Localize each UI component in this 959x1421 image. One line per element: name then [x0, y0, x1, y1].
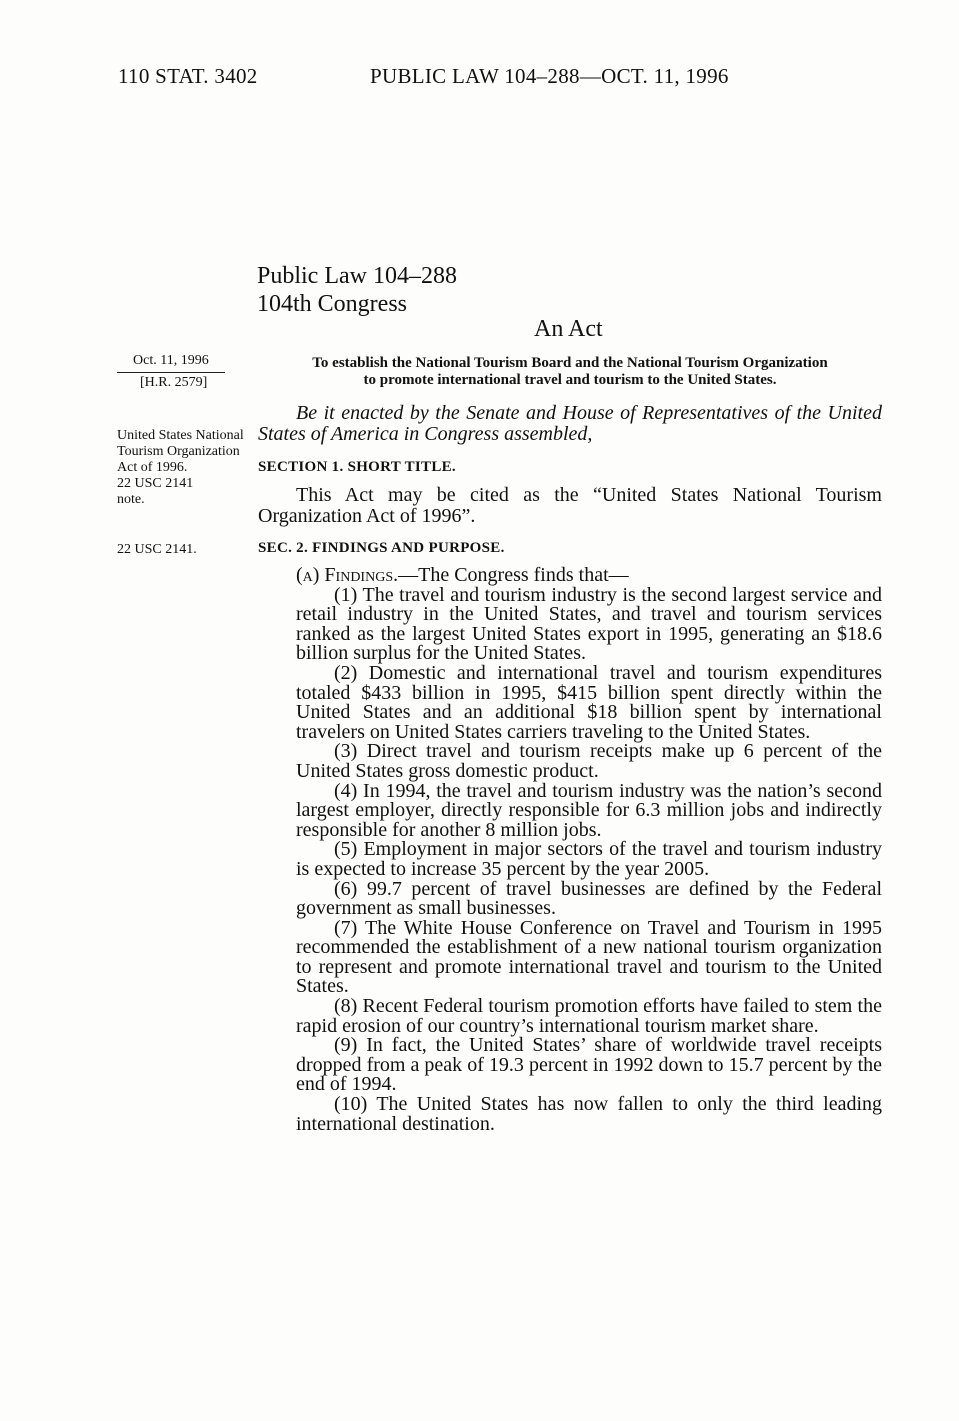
finding-item: (10) The United States has now fallen to only the third leading international destination.	[296, 1093, 882, 1135]
purpose-line-1: To establish the National Tourism Board and the National Tourism Organization	[312, 355, 828, 371]
law-and-date: PUBLIC LAW 104–288—OCT. 11, 1996	[370, 64, 729, 88]
section-2-heading: SEC. 2. FINDINGS AND PURPOSE.	[258, 540, 505, 556]
enacting-clause: Be it enacted by the Senate and House of Representatives of the United States of America in Congress assembled,	[258, 402, 882, 445]
finding-item: (9) In fact, the United States’ share of worldwide travel receipts dropped from a peak of 19.3 percent in 1992 down to 15.7 percent by the end of 1994.	[296, 1034, 882, 1096]
title-block	[257, 262, 457, 318]
finding-item: (5) Employment in major sectors of the travel and tourism industry is expected to increase 35 percent by the year 2005.	[296, 838, 882, 880]
margin-usc-note-1-suffix: note.	[117, 492, 145, 507]
purpose-statement	[272, 355, 868, 389]
running-head	[118, 64, 818, 89]
act-heading: An Act	[534, 316, 603, 342]
finding-item: (8) Recent Federal tourism promotion efforts have failed to stem the rapid erosion of our country’s international tourism market share.	[296, 995, 882, 1037]
findings-intro-text: —The Congress finds that—	[398, 564, 629, 586]
finding-item: (6) 99.7 percent of travel businesses are defined by the Federal government as small businesses.	[296, 877, 882, 920]
margin-short-title: United States National Tourism Organization Act of 1996.	[117, 428, 244, 475]
margin-short-title-notes	[117, 428, 257, 508]
findings-label: (a) Findings.	[296, 564, 399, 586]
finding-item: (2) Domestic and international travel and tourism expenditures totaled $433 billion in 1995, $415 billion spent directly within the United States and an additional $18 billion spent by international travelers on United States carriers traveling to the United States.	[296, 661, 882, 743]
margin-bill-number: [H.R. 2579]	[140, 375, 208, 390]
margin-usc-note-2: 22 USC 2141.	[117, 542, 197, 557]
finding-item: (7) The White House Conference on Travel and Tourism in 1995 recommended the establishment of a new national tourism organization to represent and promote international travel and tourism to the United States.	[296, 916, 882, 998]
congress: 104th Congress	[257, 291, 407, 317]
page-reference: 110 STAT. 3402	[118, 64, 258, 88]
finding-item: (3) Direct travel and tourism receipts make up 6 percent of the United States gross domestic product.	[296, 740, 882, 782]
margin-usc-note-1: 22 USC 2141	[117, 476, 194, 491]
section-1-heading: SECTION 1. SHORT TITLE.	[258, 459, 456, 475]
law-number: Public Law 104–288	[257, 263, 457, 289]
findings-intro	[296, 566, 882, 586]
findings-body	[296, 566, 882, 1134]
margin-date: Oct. 11, 1996	[133, 353, 209, 368]
section-1-text: This Act may be cited as the “United States National Tourism Organization Act of 1996”.	[258, 484, 882, 527]
purpose-line-2: to promote international travel and tourism to the United States.	[363, 372, 777, 388]
margin-rule	[117, 372, 225, 373]
finding-item: (4) In 1994, the travel and tourism industry was the nation’s second largest employer, directly responsible for 6.3 million jobs and indirectly responsible for another 8 million jobs.	[296, 779, 882, 841]
finding-item: (1) The travel and tourism industry is the second largest service and retail industry in the United States, and travel and tourism services ranked as the largest United States export in 1995, generating an $18.6 billion surplus for the United States.	[296, 583, 882, 665]
